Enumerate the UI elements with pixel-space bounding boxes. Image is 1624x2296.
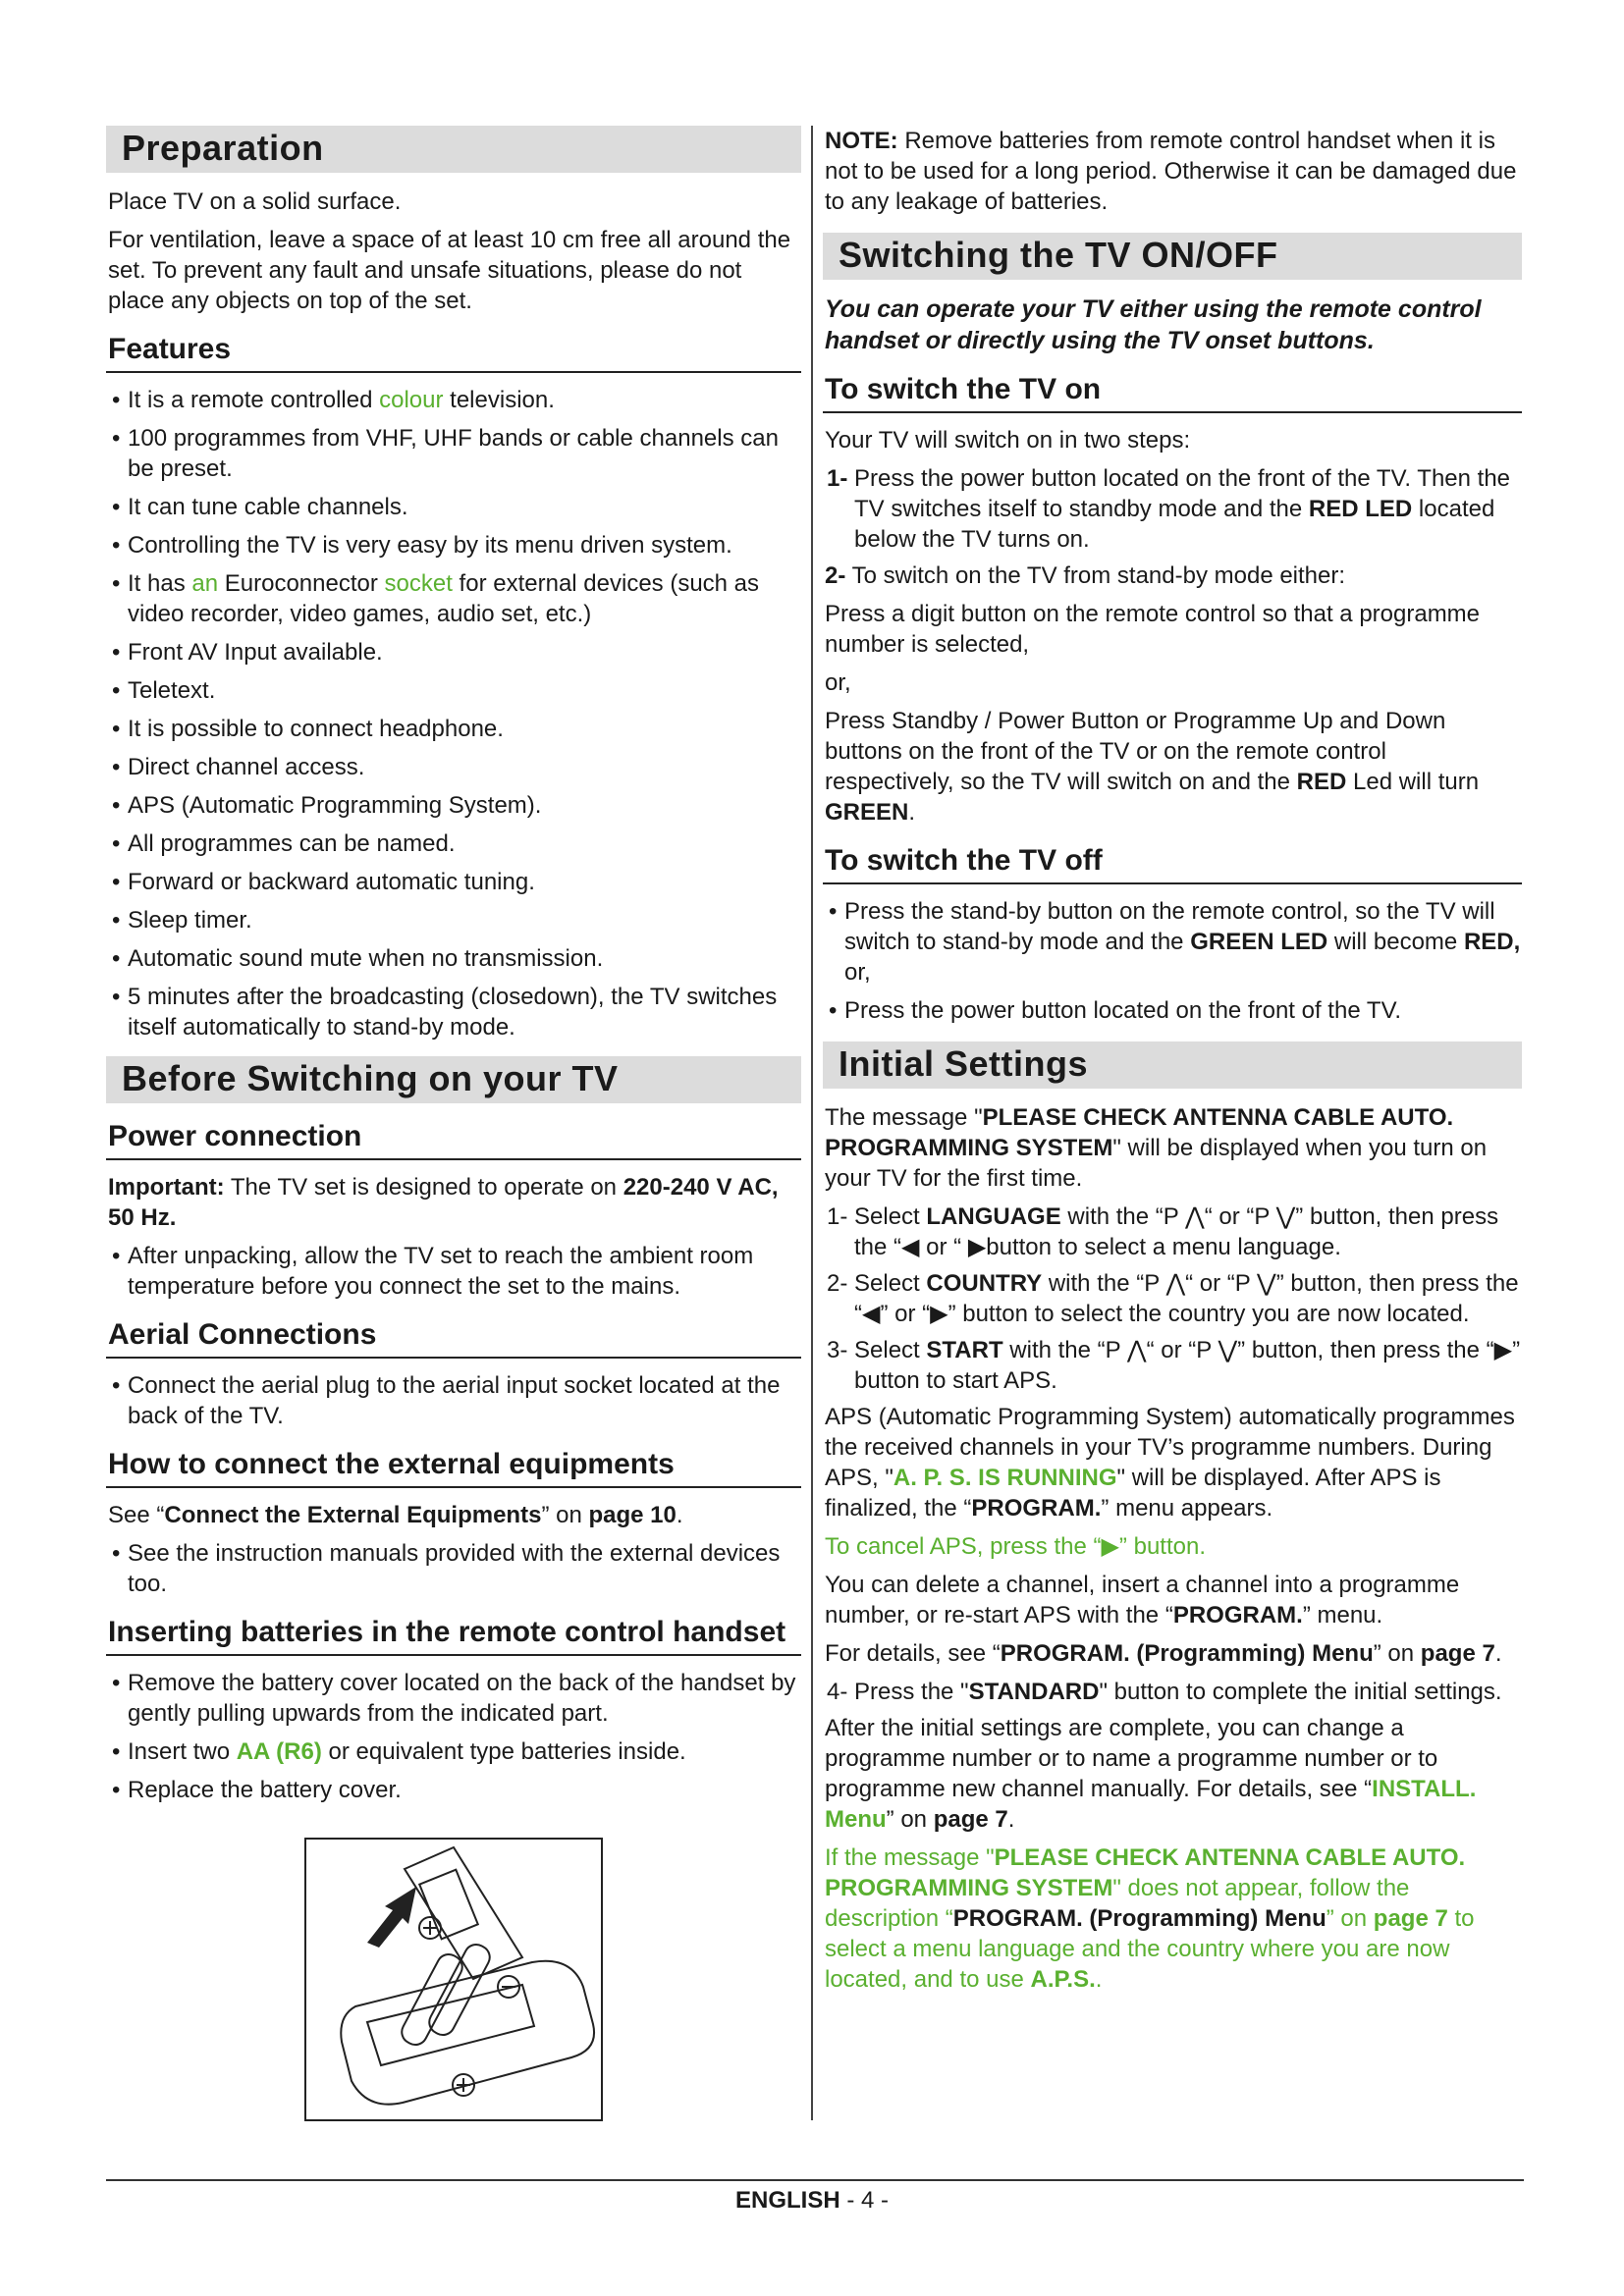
section-before-switching-title: Before Switching on your TV bbox=[106, 1056, 801, 1103]
footer-language: ENGLISH bbox=[734, 2187, 840, 2214]
arrow-up-icon bbox=[367, 1887, 416, 1948]
paragraph: Your TV will switch on in two steps: bbox=[825, 427, 1191, 454]
column-divider bbox=[811, 126, 813, 2120]
page-number: - 4 - bbox=[839, 2187, 890, 2214]
right-column bbox=[823, 126, 1522, 2002]
list-item: • Teletext. bbox=[108, 675, 801, 706]
paragraph: Important: The TV set is designed to operate on 220-240 V AC, 50 Hz. bbox=[108, 1174, 779, 1231]
list-item: • It can tune cable channels. bbox=[108, 492, 801, 522]
external-equipments-title: How to connect the external equipments bbox=[106, 1447, 801, 1488]
step: 1- Press the power button located on the front of the TV. Then the TV switches itself to standby mode and the RED LED located below the TV turns on. bbox=[827, 465, 1511, 553]
list-item: • Replace the battery cover. bbox=[108, 1775, 801, 1805]
batteries-title: Inserting batteries in the remote control handset bbox=[106, 1615, 801, 1656]
list-item: • Direct channel access. bbox=[108, 752, 801, 782]
paragraph: Press a digit button on the remote control so that a programme number is selected, bbox=[825, 601, 1481, 658]
list-item: • 5 minutes after the broadcasting (closedown), the TV switches itself automatically to stand-by mode. bbox=[108, 982, 801, 1042]
intro-text: You can operate your TV either using the remote control handset or directly using the TV onset buttons. bbox=[825, 295, 1482, 354]
features-list bbox=[106, 385, 801, 1042]
list-item: • Press the power button located on the front of the TV. bbox=[825, 995, 1522, 1026]
list-item: • Forward or backward automatic tuning. bbox=[108, 867, 801, 897]
list-item: • Remove the battery cover located on the back of the handset by gently pulling upwards from the indicated part. bbox=[108, 1668, 801, 1729]
paragraph: Press Standby / Power Button or Programme Up and Down buttons on the front of the TV or on the remote control respectively, so the TV will switch on and the RED Led will turn GREEN. bbox=[825, 708, 1480, 826]
list-item: • Press the stand-by button on the remote control, so the TV will switch to stand-by mode and the GREEN LED will become RED, or, bbox=[825, 896, 1522, 988]
step: 3- Select START with the “P ⋀“ or “P ⋁” button, then press the “▶” button to start APS. bbox=[827, 1337, 1521, 1394]
list-item: • Connect the aerial plug to the aerial input socket located at the back of the TV. bbox=[108, 1370, 801, 1431]
switch-on-title: To switch the TV on bbox=[823, 372, 1522, 413]
list-item: • Automatic sound mute when no transmission. bbox=[108, 943, 801, 974]
list-item: • 100 programmes from VHF, UHF bands or cable channels can be preset. bbox=[108, 423, 801, 484]
power-list bbox=[106, 1241, 801, 1302]
list-item: • Sleep timer. bbox=[108, 905, 801, 935]
paragraph: 2- To switch on the TV from stand-by mode either: bbox=[825, 562, 1346, 589]
battery-icon bbox=[398, 1950, 466, 2050]
list-item: • It is possible to connect headphone. bbox=[108, 714, 801, 744]
list-item: • After unpacking, allow the TV set to reach the ambient room temperature before you connect the set to the mains. bbox=[108, 1241, 801, 1302]
paragraph: See “Connect the External Equipments” on page 10. bbox=[108, 1502, 683, 1528]
list-item: • It is a remote controlled colour television. bbox=[108, 385, 801, 415]
paragraph: or, bbox=[825, 669, 851, 696]
paragraph: APS (Automatic Programming System) automatically programmes the received channels in your TV’s programme numbers. During APS, "A. P. S. IS RUNNING" will be displayed. After APS is finalized, the “PROGRAM.” menu appears. bbox=[825, 1404, 1515, 1522]
list-item: • See the instruction manuals provided with the external devices too. bbox=[108, 1538, 801, 1599]
remote-battery-illustration bbox=[304, 1838, 603, 2121]
footer-rule bbox=[106, 2179, 1524, 2181]
list-item: • All programmes can be named. bbox=[108, 828, 801, 859]
remote-body-icon bbox=[341, 1961, 594, 2105]
paragraph: Place TV on a solid surface. bbox=[108, 188, 402, 215]
list-item: • APS (Automatic Programming System). bbox=[108, 790, 801, 821]
aerial-list bbox=[106, 1370, 801, 1431]
switch-off-title: To switch the TV off bbox=[823, 843, 1522, 884]
features-title: Features bbox=[106, 332, 801, 373]
power-connection-title: Power connection bbox=[106, 1119, 801, 1160]
section-initial-settings-title: Initial Settings bbox=[823, 1041, 1522, 1089]
battery-cover-icon bbox=[405, 1847, 522, 1979]
section-preparation-title: Preparation bbox=[106, 126, 801, 173]
step: 4- Press the "STANDARD" button to complete the initial settings. bbox=[827, 1679, 1502, 1705]
list-item: • Front AV Input available. bbox=[108, 637, 801, 667]
page-footer bbox=[0, 2187, 1624, 2215]
note: NOTE: Remove batteries from remote control handset when it is not to be used for a long period. Otherwise it can be damaged due to any leakage of batteries. bbox=[825, 128, 1517, 215]
paragraph: After the initial settings are complete, you can change a programme number or to name a programme number or to programme new channel manually. For details, see “INSTALL. Menu” on page 7. bbox=[825, 1715, 1477, 1833]
switch-off-list bbox=[823, 896, 1522, 1026]
aerial-connections-title: Aerial Connections bbox=[106, 1317, 801, 1359]
paragraph: For details, see “PROGRAM. (Programming) Menu” on page 7. bbox=[825, 1640, 1502, 1667]
list-item: • Controlling the TV is very easy by its menu driven system. bbox=[108, 530, 801, 561]
batteries-list bbox=[106, 1668, 801, 1805]
list-item: • It has an Euroconnector socket for external devices (such as video recorder, video games, audio set, etc.) bbox=[108, 568, 801, 629]
paragraph: The message "PLEASE CHECK ANTENNA CABLE AUTO. PROGRAMMING SYSTEM" will be displayed when you turn on your TV for the first time. bbox=[825, 1104, 1488, 1192]
left-column bbox=[106, 126, 801, 1813]
paragraph: You can delete a channel, insert a channel into a programme number, or re-start APS with the “PROGRAM.” menu. bbox=[825, 1572, 1460, 1629]
cancel-aps-note: To cancel APS, press the “▶” button. bbox=[825, 1533, 1206, 1560]
remote-battery-drawing bbox=[306, 1840, 601, 2119]
step: 1- Select LANGUAGE with the “P ⋀“ or “P ⋁” button, then press the “◀ or “ ▶button to select a menu language. bbox=[827, 1203, 1499, 1260]
step: 2- Select COUNTRY with the “P ⋀“ or “P ⋁” button, then press the “◀” or “▶” button to select the country you are now located. bbox=[827, 1270, 1519, 1327]
paragraph: For ventilation, leave a space of at least 10 cm free all around the set. To prevent any fault and unsafe situations, please do not place any objects on top of the set. bbox=[108, 227, 791, 314]
paragraph: If the message "PLEASE CHECK ANTENNA CABLE AUTO. PROGRAMMING SYSTEM" does not appear, follow the description “PROGRAM. (Programming) Menu” on page 7 to select a menu language and the country where you are now located, and to use A.P.S.. bbox=[825, 1844, 1475, 1993]
section-switching-title: Switching the TV ON/OFF bbox=[823, 233, 1522, 280]
external-list bbox=[106, 1538, 801, 1599]
list-item: • Insert two AA (R6) or equivalent type batteries inside. bbox=[108, 1736, 801, 1767]
